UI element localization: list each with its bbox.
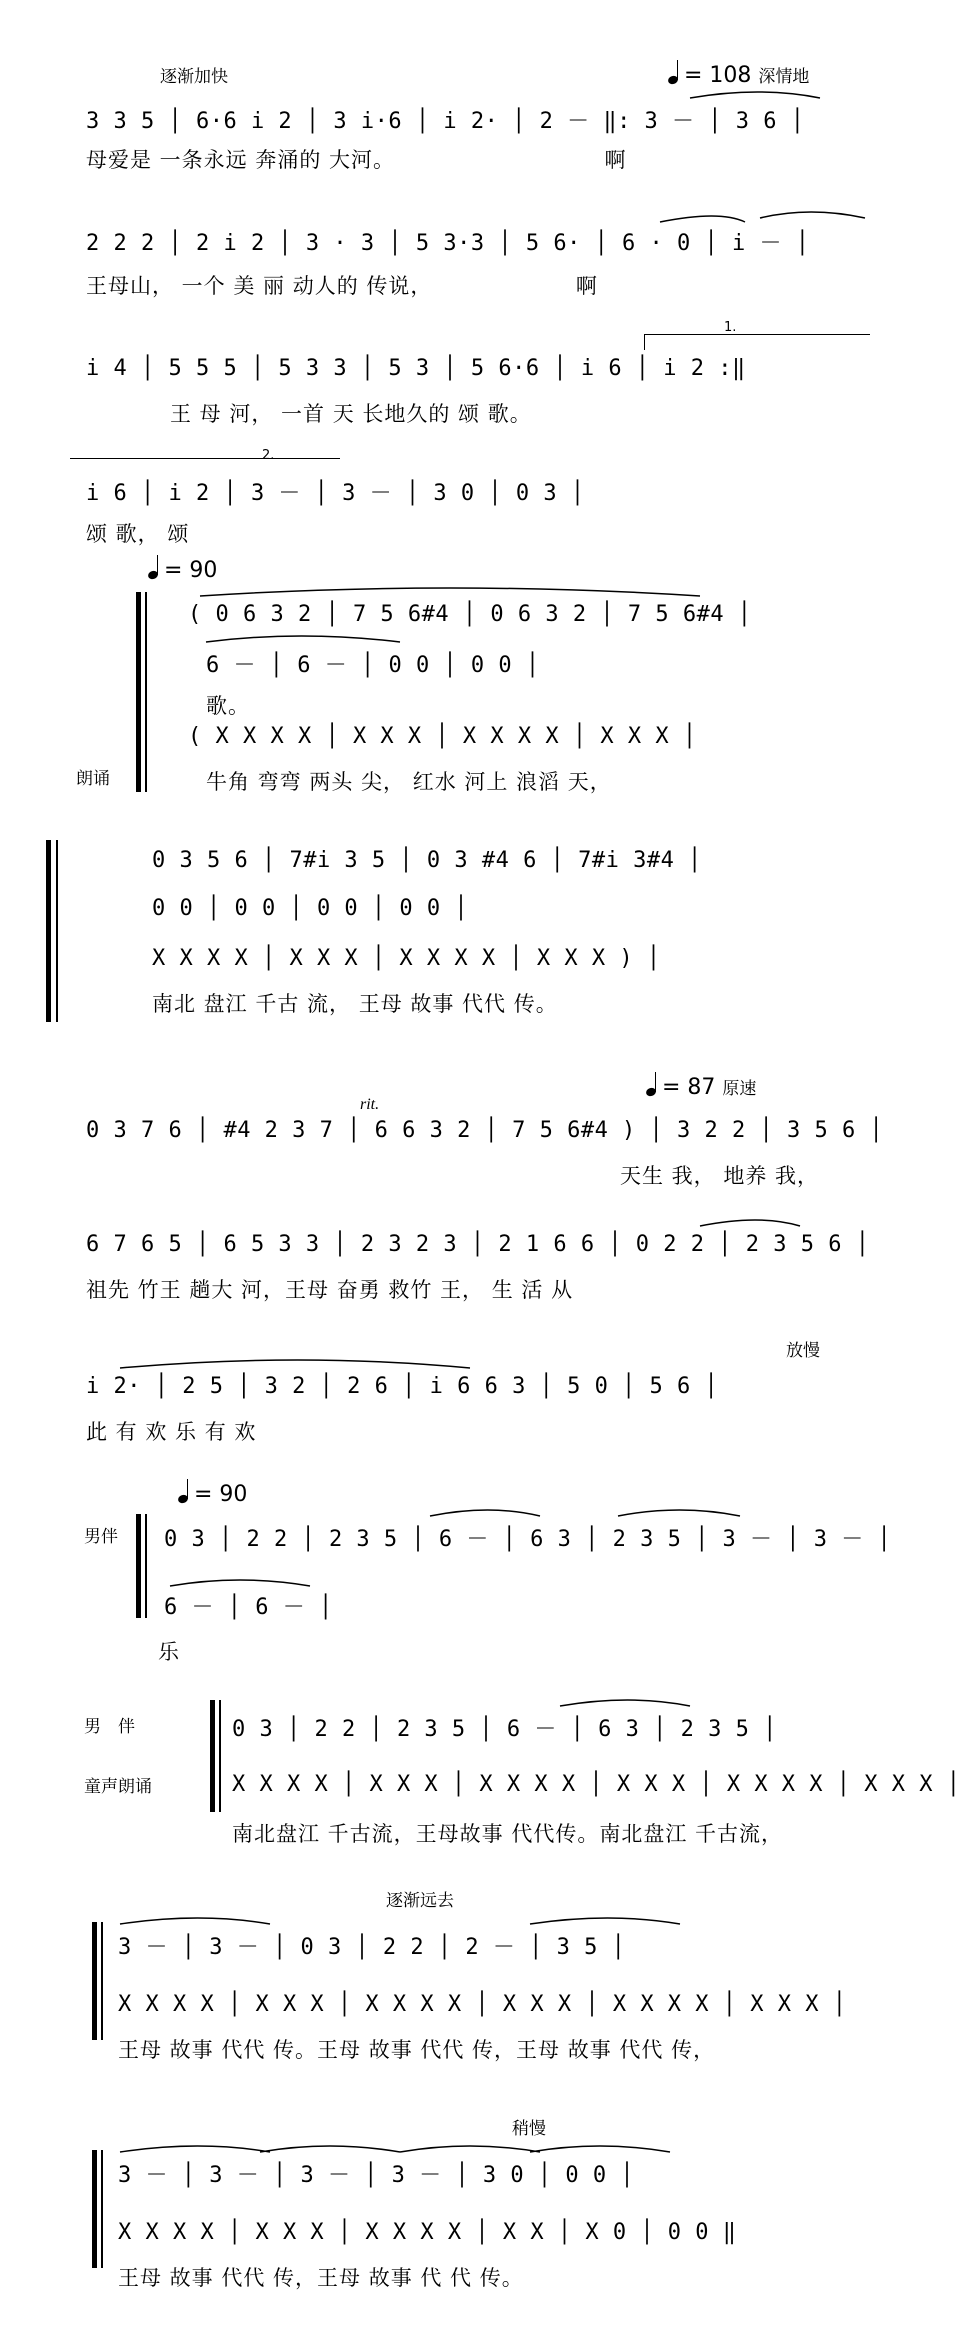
system-3-upper: 0 3 │ 2 2 │ 2 3 5 │ 6 － │ 6 3 │ 2 3 5 │ 3 － │ 3 － │	[164, 1527, 892, 1552]
system-5-lower: X X X X │ X X X │ X X X X │ X X X │ X X X X │ X X X │	[118, 1992, 847, 2017]
tempo-90: = 90	[148, 558, 217, 583]
tempo-108: = 108 深情地	[668, 62, 809, 88]
system-4-upper: 0 3 │ 2 2 │ 2 3 5 │ 6 － │ 6 3 │ 2 3 5 │	[232, 1717, 777, 1742]
lyrics-line-5: 天生 我， 地养 我，	[620, 1164, 820, 1188]
system-4-lyric: 南北盘江 千古流，王母故事 代代传。南北盘江 千古流，	[232, 1822, 784, 1846]
system-6-lyric: 王母 故事 代代 传，王母 故事 代 代 传。	[118, 2266, 524, 2290]
system-5-lyric: 王母 故事 代代 传。王母 故事 代代 传，王母 故事 代代 传，	[118, 2038, 716, 2062]
tempo-87: = 87 原速	[646, 1074, 756, 1100]
volta-1: 1.	[724, 320, 737, 335]
system-2-middle: 0 0 │ 0 0 │ 0 0 │ 0 0 │	[152, 896, 469, 921]
system-1-lower-lyric: 牛角 弯弯 两头 尖， 红水 河上 浪滔 天，	[206, 770, 612, 794]
lyrics-line-2: 王母山， 一个 美 丽 动人的 传说， 啊	[86, 274, 598, 298]
system-1-upper: ( 0 6 3 2 │ 7 5 6#4 │ 0 6 3 2 │ 7 5 6#4 │	[188, 602, 752, 627]
male-accomp-label: 男伴	[84, 1527, 118, 1547]
notation-line-2: 2 2 2 │ 2 i 2 │ 3 · 3 │ 5 3·3 │ 5 6· │ 6 · 0 │ i － │	[86, 231, 810, 256]
lyrics-line-3: 王 母 河， 一首 天 长地久的 颂 歌。	[170, 402, 532, 426]
tempo-90-b: = 90	[178, 1482, 247, 1507]
child-recite-label: 童声朗诵	[84, 1777, 152, 1797]
system-1-middle-lyric: 歌。	[206, 694, 250, 718]
system-1-middle: 6 － │ 6 － │ 0 0 │ 0 0 │	[206, 653, 540, 678]
system-2-lower-lyric: 南北 盘江 千古 流， 王母 故事 代代 传。	[152, 992, 558, 1016]
slower-mark: 放慢	[786, 1341, 820, 1361]
system-5-upper: 3 － │ 3 － │ 0 3 │ 2 2 │ 2 － │ 3 5 │	[118, 1935, 626, 1960]
system-6-lower: X X X X │ X X X │ X X X X │ X X │ X 0 │ 0 0 ‖	[118, 2220, 737, 2245]
male-accomp-label-2: 男 伴	[84, 1717, 135, 1737]
recite-label: 朗诵	[76, 769, 110, 789]
slightly-slower-mark: 稍慢	[512, 2119, 546, 2139]
notation-line-1: 3 3 5 │ 6·6 i 2 │ 3 i·6 │ i 2· │ 2 － ‖: 3 － │ 3 6 │	[86, 109, 805, 134]
fade-mark: 逐渐远去	[386, 1891, 454, 1911]
system-2-lower: X X X X │ X X X │ X X X X │ X X X ) │	[152, 946, 661, 971]
notation-line-3: i 4 │ 5 5 5 │ 5 3 3 │ 5 3 │ 5 6·6 │ i 6 │ i 2 :‖	[86, 356, 746, 381]
system-1-lower: ( X X X X │ X X X │ X X X X │ X X X │	[188, 724, 697, 749]
system-4-lower: X X X X │ X X X │ X X X X │ X X X │ X X X X │ X X X │	[232, 1772, 961, 1797]
lyrics-line-7: 此 有 欢 乐 有 欢	[86, 1420, 257, 1444]
lyrics-line-6: 祖先 竹王 趟大 河，王母 奋勇 救竹 王， 生 活 从	[86, 1278, 574, 1302]
volta-2: 2.	[262, 448, 275, 463]
notation-line-5: 0 3 7 6 │ #4 2 3 7 │ 6 6 3 2 │ 7 5 6#4 ) │ 3 2 2 │ 3 5 6 │	[86, 1118, 884, 1143]
lyrics-line-1: 母爱是 一条永远 奔涌的 大河。 啊	[86, 148, 627, 172]
rit-mark: rit.	[360, 1096, 380, 1113]
system-6-upper: 3 － │ 3 － │ 3 － │ 3 － │ 3 0 │ 0 0 │	[118, 2163, 635, 2188]
notation-line-6: 6 7 6 5 │ 6 5 3 3 │ 2 3 2 3 │ 2 1 6 6 │ 0 2 2 │ 2 3 5 6 │	[86, 1232, 870, 1257]
system-3-lower: 6 － │ 6 － │	[164, 1595, 333, 1620]
notation-line-7: i 2· │ 2 5 │ 3 2 │ 2 6 │ i 6 6 3 │ 5 0 │ 5 6 │	[86, 1374, 719, 1399]
notation-line-4: i 6 │ i 2 │ 3 － │ 3 － │ 3 0 │ 0 3 │	[86, 481, 585, 506]
lyrics-line-4: 颂 歌， 颂	[86, 522, 190, 546]
system-3-lyric: 乐	[158, 1640, 180, 1664]
accel-mark: 逐渐加快	[160, 67, 228, 87]
system-2-upper: 0 3 5 6 │ 7#i 3 5 │ 0 3 #4 6 │ 7#i 3#4 │	[152, 848, 702, 873]
